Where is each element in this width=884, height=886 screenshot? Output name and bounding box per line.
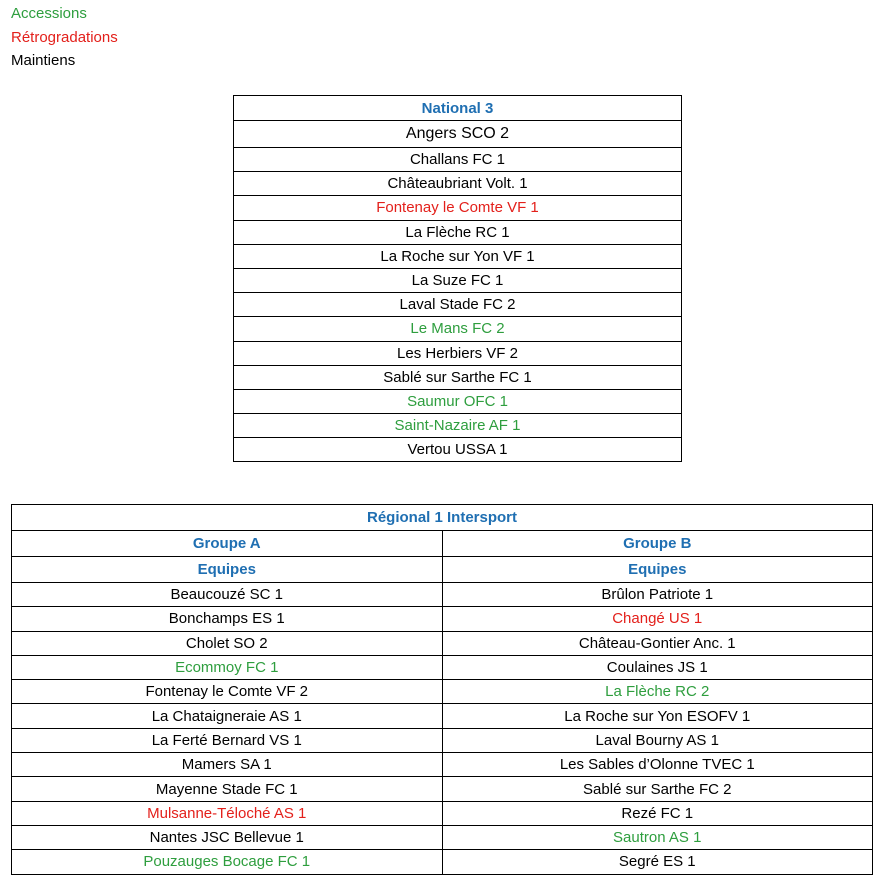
team-cell: Fontenay le Comte VF 1 [234, 196, 682, 220]
team-cell-group-a: Mamers SA 1 [12, 753, 443, 777]
table-row [234, 414, 682, 438]
regional1-table [11, 504, 873, 875]
equipes-header-row [12, 557, 873, 583]
table-row [234, 172, 682, 196]
team-cell-group-b: Château-Gontier Anc. 1 [442, 631, 873, 655]
table-row [12, 777, 873, 801]
team-cell-group-a: Fontenay le Comte VF 2 [12, 680, 443, 704]
table-row [234, 244, 682, 268]
equipes-a-header: Equipes [12, 557, 443, 583]
team-cell-group-a: Beaucouzé SC 1 [12, 583, 443, 607]
table-row [12, 753, 873, 777]
table-row [12, 801, 873, 825]
table-row [234, 341, 682, 365]
team-cell: Sablé sur Sarthe FC 1 [234, 365, 682, 389]
team-cell-group-b: Laval Bourny AS 1 [442, 728, 873, 752]
table-row [12, 728, 873, 752]
legend-retrogradations: Rétrogradations [11, 28, 118, 46]
team-cell: La Roche sur Yon VF 1 [234, 244, 682, 268]
group-header-row [12, 531, 873, 557]
table-row [234, 293, 682, 317]
group-a-header: Groupe A [12, 531, 443, 557]
team-cell-group-a: La Ferté Bernard VS 1 [12, 728, 443, 752]
group-b-header: Groupe B [442, 531, 873, 557]
equipes-b-header: Equipes [442, 557, 873, 583]
team-cell-group-a: Bonchamps ES 1 [12, 607, 443, 631]
table-row [234, 389, 682, 413]
team-cell: La Flèche RC 1 [234, 220, 682, 244]
table-row [12, 704, 873, 728]
table-row [12, 655, 873, 679]
table-row [234, 220, 682, 244]
table-row [234, 121, 682, 148]
team-cell: Angers SCO 2 [234, 121, 682, 148]
table-row [234, 365, 682, 389]
team-cell-group-b: Changé US 1 [442, 607, 873, 631]
team-cell-group-a: Mulsanne-Téloché AS 1 [12, 801, 443, 825]
regional1-title: Régional 1 Intersport [12, 505, 873, 531]
team-cell-group-b: La Roche sur Yon ESOFV 1 [442, 704, 873, 728]
national3-table [233, 95, 682, 462]
team-cell-group-b: Coulaines JS 1 [442, 655, 873, 679]
team-cell-group-b: Sablé sur Sarthe FC 2 [442, 777, 873, 801]
team-cell: Châteaubriant Volt. 1 [234, 172, 682, 196]
team-cell-group-b: Sautron AS 1 [442, 825, 873, 849]
table-row [234, 317, 682, 341]
table-row [234, 196, 682, 220]
table-row [12, 607, 873, 631]
team-cell-group-b: Segré ES 1 [442, 850, 873, 874]
table-header-row [12, 505, 873, 531]
team-cell-group-b: Brûlon Patriote 1 [442, 583, 873, 607]
team-cell-group-b: Rezé FC 1 [442, 801, 873, 825]
table-row [234, 268, 682, 292]
national3-title: National 3 [234, 96, 682, 121]
table-row [12, 825, 873, 849]
team-cell: Le Mans FC 2 [234, 317, 682, 341]
team-cell-group-a: Nantes JSC Bellevue 1 [12, 825, 443, 849]
team-cell-group-b: La Flèche RC 2 [442, 680, 873, 704]
team-cell-group-a: Pouzauges Bocage FC 1 [12, 850, 443, 874]
team-cell: Laval Stade FC 2 [234, 293, 682, 317]
team-cell-group-b: Les Sables d’Olonne TVEC 1 [442, 753, 873, 777]
team-cell: Vertou USSA 1 [234, 438, 682, 462]
legend-maintiens: Maintiens [11, 52, 76, 69]
team-cell-group-a: Ecommoy FC 1 [12, 655, 443, 679]
table-row [12, 850, 873, 874]
team-cell-group-a: Cholet SO 2 [12, 631, 443, 655]
team-cell: Saint-Nazaire AF 1 [234, 414, 682, 438]
table-row [234, 148, 682, 172]
table-row [12, 583, 873, 607]
table-row [234, 438, 682, 462]
legend [11, 2, 118, 73]
team-cell: Les Herbiers VF 2 [234, 341, 682, 365]
team-cell: Saumur OFC 1 [234, 389, 682, 413]
table-header-row [234, 96, 682, 121]
team-cell: La Suze FC 1 [234, 268, 682, 292]
team-cell-group-a: La Chataigneraie AS 1 [12, 704, 443, 728]
legend-accessions: Accessions [11, 5, 87, 22]
team-cell-group-a: Mayenne Stade FC 1 [12, 777, 443, 801]
team-cell: Challans FC 1 [234, 148, 682, 172]
table-row [12, 680, 873, 704]
table-row [12, 631, 873, 655]
